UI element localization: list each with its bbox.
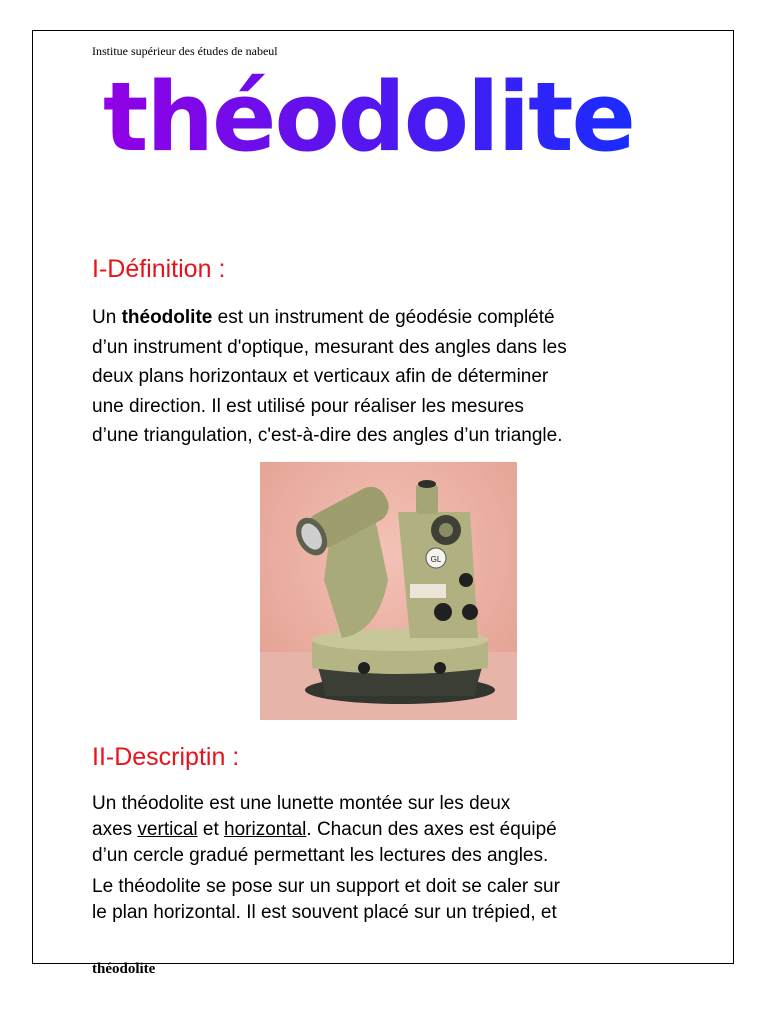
page-title: théodolite bbox=[103, 63, 634, 173]
link-vertical[interactable]: vertical bbox=[137, 819, 198, 840]
description-paragraph-1: Un théodolite est une lunette montée sur les deux axes vertical et horizontal. Chacun des axes est équipé d’un cercle gradué permettant les lectures des angles. bbox=[92, 793, 557, 866]
definition-paragraph: Un théodolite est un instrument de géodésie complété d’un instrument d'optique, mesurant des angles dans les deux plans horizontaux et verticaux afin de déterminer une direction. Il est utilisé pour réaliser les mesures d’une triangulation, c'est-à-dire des angles d’un triangle. bbox=[92, 307, 567, 446]
definition-heading: I-Définition : bbox=[92, 255, 226, 283]
page-footer: théodolite bbox=[92, 961, 156, 977]
institution-header: Institue supérieur des études de nabeul bbox=[92, 44, 278, 58]
theodolite-photo bbox=[260, 462, 517, 720]
description-paragraph-2: Le théodolite se pose sur un support et doit se caler sur le plan horizontal. Il est souvent placé sur un trépied, et bbox=[92, 876, 560, 923]
link-horizontal[interactable]: horizontal bbox=[224, 819, 307, 840]
theodolite-illustration bbox=[260, 462, 517, 720]
svg-text:GL: GL bbox=[430, 555, 442, 564]
document-page bbox=[32, 30, 734, 977]
description-heading: II-Descriptin : bbox=[92, 743, 240, 771]
